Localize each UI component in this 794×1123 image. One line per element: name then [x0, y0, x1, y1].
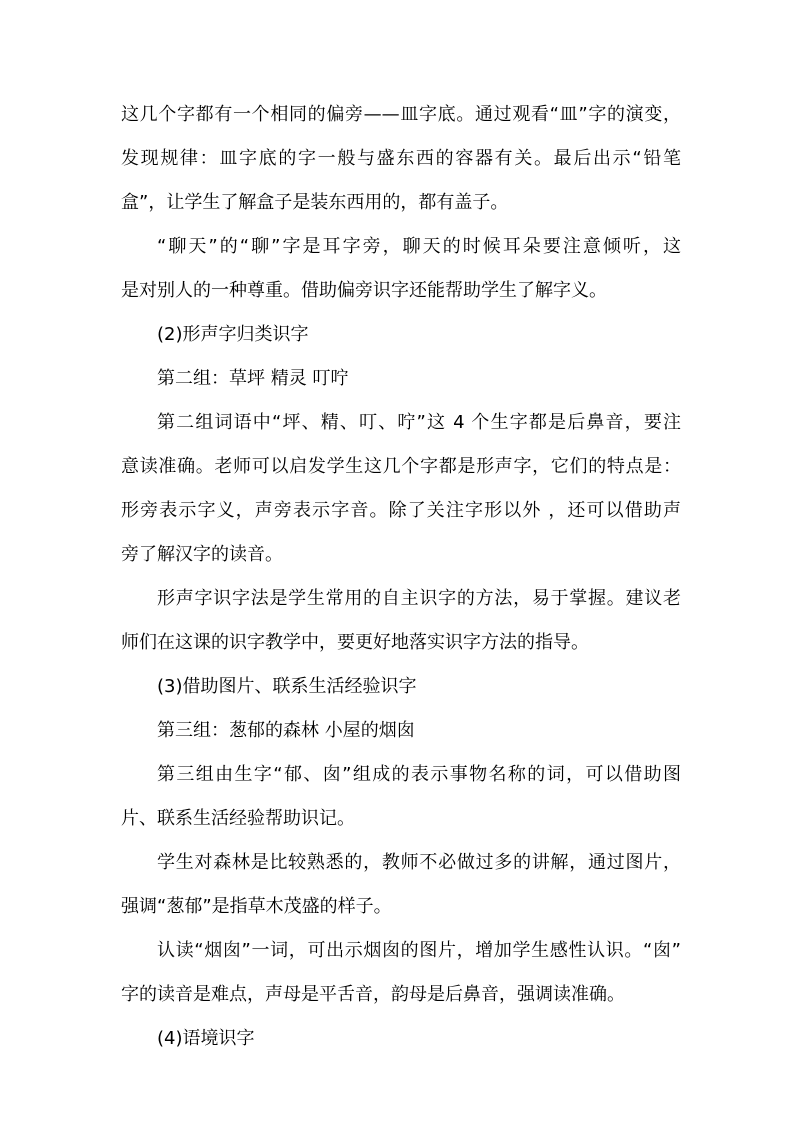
text-line: 学生对森林是比较熟悉的，教师不必做过多的讲解，通过图片，	[157, 852, 681, 873]
text-line: 是对别人的一种尊重。借助偏旁识字还能帮助学生了解字义。	[121, 280, 607, 301]
text-line: 旁了解汉字的读音。	[121, 544, 283, 565]
text-line: 发现规律：皿字底的字一般与盛东西的容器有关。最后出示“铅笔	[121, 148, 681, 169]
text-line: 这几个字都有一个相同的偏旁——皿字底。通过观看“皿”字的演变，	[121, 104, 681, 125]
text-line: “聊天”的“聊”字是耳字旁，聊天的时候耳朵要注意倾听，这	[157, 236, 681, 257]
document-page	[121, 97, 681, 1065]
text-line: 第三组：葱郁的森林 小屋的烟囱	[157, 720, 415, 741]
text-line: 师们在这课的识字教学中，要更好地落实识字方法的指导。	[121, 632, 589, 653]
text-line: 字的读音是难点，声母是平舌音，韵母是后鼻音，强调读准确。	[121, 984, 625, 1005]
text-line: (3)借助图片、联系生活经验识字	[157, 676, 417, 697]
text-line: 片、联系生活经验帮助识记。	[121, 808, 355, 829]
text-line: 盒”，让学生了解盒子是装东西用的，都有盖子。	[121, 192, 509, 213]
text-line: 第二组词语中“坪、精、叮、咛”这 4 个生字都是后鼻音，要注	[157, 412, 681, 433]
text-line: 意读准确。老师可以启发学生这几个字都是形声字，它们的特点是：	[121, 456, 681, 477]
text-line: 形声字识字法是学生常用的自主识字的方法，易于掌握。建议老	[157, 588, 681, 609]
text-line: 第二组：草坪 精灵 叮咛	[157, 368, 349, 389]
text-line: 第三组由生字“郁、囱”组成的表示事物名称的词，可以借助图	[157, 764, 681, 785]
text-line: 强调“葱郁”是指草木茂盛的样子。	[121, 896, 392, 917]
text-line: (2)形声字归类识字	[157, 324, 309, 345]
text-line: 认读“烟囱”一词，可出示烟囱的图片，增加学生感性认识。“囱”	[157, 940, 681, 961]
text-line: 形旁表示字义，声旁表示字音。除了关注字形以外 ，还可以借助声	[121, 500, 681, 521]
text-line: (4)语境识字	[157, 1028, 255, 1049]
